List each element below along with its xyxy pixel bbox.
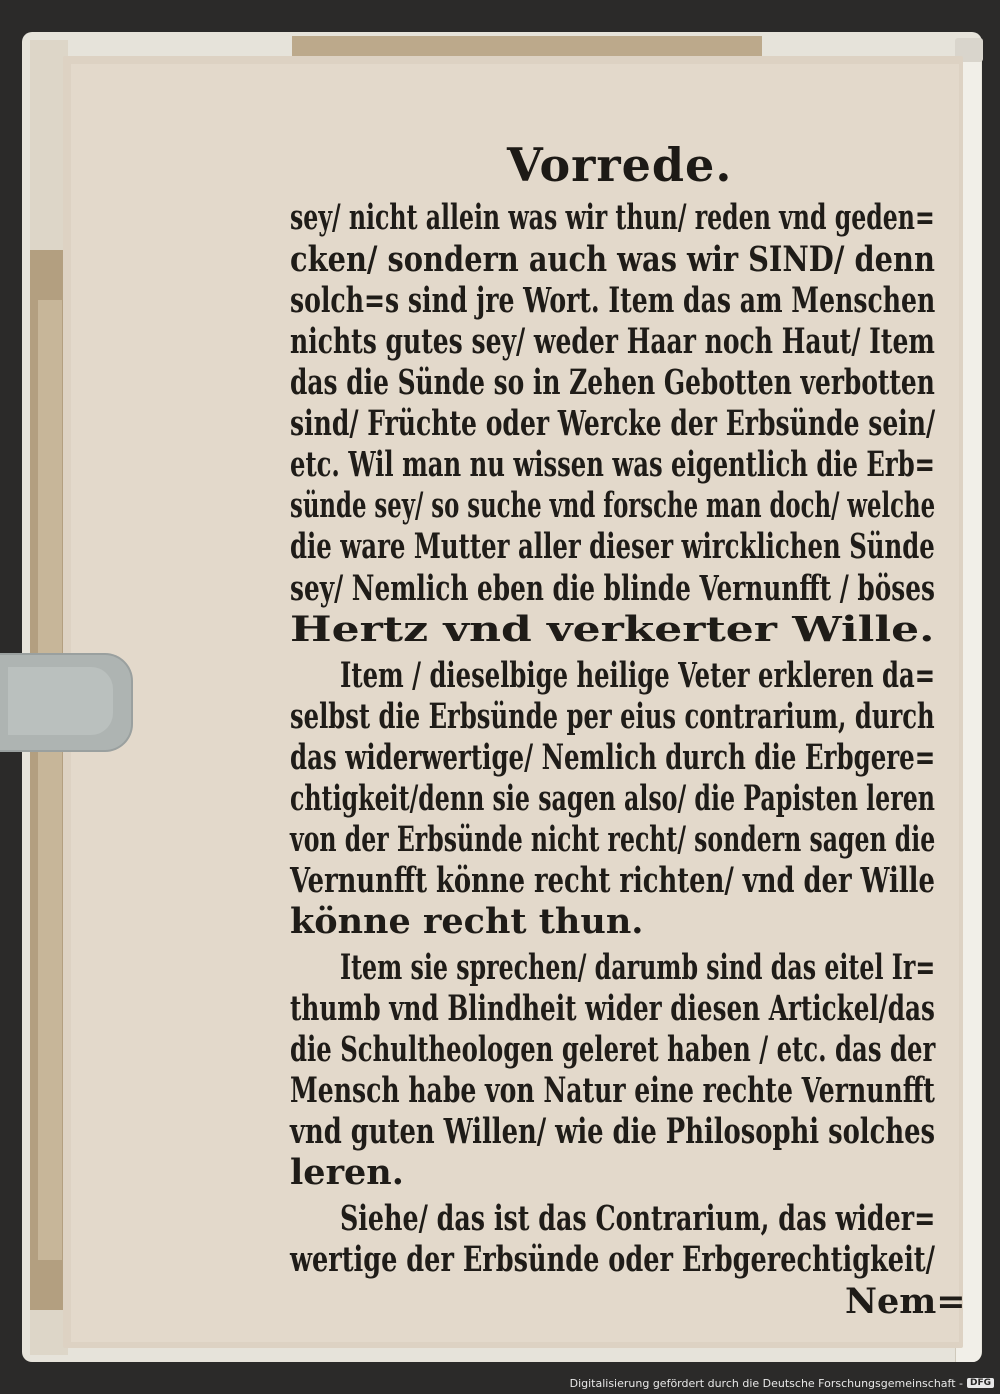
text-line: die Schultheologen geleret haben / etc. das der xyxy=(290,1029,936,1070)
text-line: das die Sünde so in Zehen Gebotten verbotten xyxy=(290,362,935,403)
text-line: Hertz vnd verkerter Wille. xyxy=(290,609,935,650)
text-line: thumb vnd Blindheit wider diesen Artickel/das xyxy=(290,988,935,1029)
text-line: das widerwertige/ Nemlich durch die Erbgere= xyxy=(290,737,936,778)
text-line: vnd guten Willen/ wie die Philosophi solches xyxy=(290,1111,936,1152)
credit-text: Digitalisierung gefördert durch die Deutsche Forschungsgemeinschaft - xyxy=(569,1376,963,1390)
text-line: von der Erbsünde nicht recht/ sondern sagen die xyxy=(290,819,936,860)
text-line: etc. Wil man nu wissen was eigentlich die Erb= xyxy=(290,444,936,485)
text-line: chtigkeit/denn sie sagen also/ die Papisten leren xyxy=(290,778,936,819)
text-line: Siehe/ das ist das Contrarium, das wider= xyxy=(340,1198,936,1239)
text-line: die ware Mutter aller dieser wircklichen Sünde xyxy=(290,526,935,567)
text-line: leren. xyxy=(290,1152,404,1193)
text-line: sey/ nicht allein was wir thun/ reden vnd geden= xyxy=(290,197,935,238)
text-line: cken/ sondern auch was wir SIND/ denn xyxy=(290,239,935,280)
text-line: Vernunfft könne recht richten/ vnd der Wille xyxy=(290,860,935,901)
text-line: nichts gutes sey/ weder Haar noch Haut/ Item xyxy=(290,321,935,362)
text-line: sey/ Nemlich eben die blinde Vernunfft / böses xyxy=(290,568,935,609)
text-line: könne recht thun. xyxy=(290,901,644,942)
catchword: Nem= xyxy=(845,1281,966,1322)
digitization-credit xyxy=(570,1374,994,1392)
text-line: Item / dieselbige heilige Veter erkleren da= xyxy=(340,655,936,696)
page-heading: Vorrede. xyxy=(507,138,733,192)
text-line: selbst die Erbsünde per eius contrarium, durch xyxy=(290,696,935,737)
text-line: sind/ Früchte oder Wercke der Erbsünde sein/ xyxy=(290,403,936,444)
text-line: wertige der Erbsünde oder Erbgerechtigkeit/ xyxy=(290,1239,935,1280)
text-line: Mensch habe von Natur eine rechte Vernunfft xyxy=(290,1070,935,1111)
text-line: solch=s sind jre Wort. Item das am Menschen xyxy=(290,280,936,321)
text-line: Item sie sprechen/ darumb sind das eitel Ir= xyxy=(340,947,936,988)
dfg-logo: DFG xyxy=(967,1378,994,1388)
text-line: sünde sey/ so suche vnd forsche man doch/ welche xyxy=(290,485,936,526)
